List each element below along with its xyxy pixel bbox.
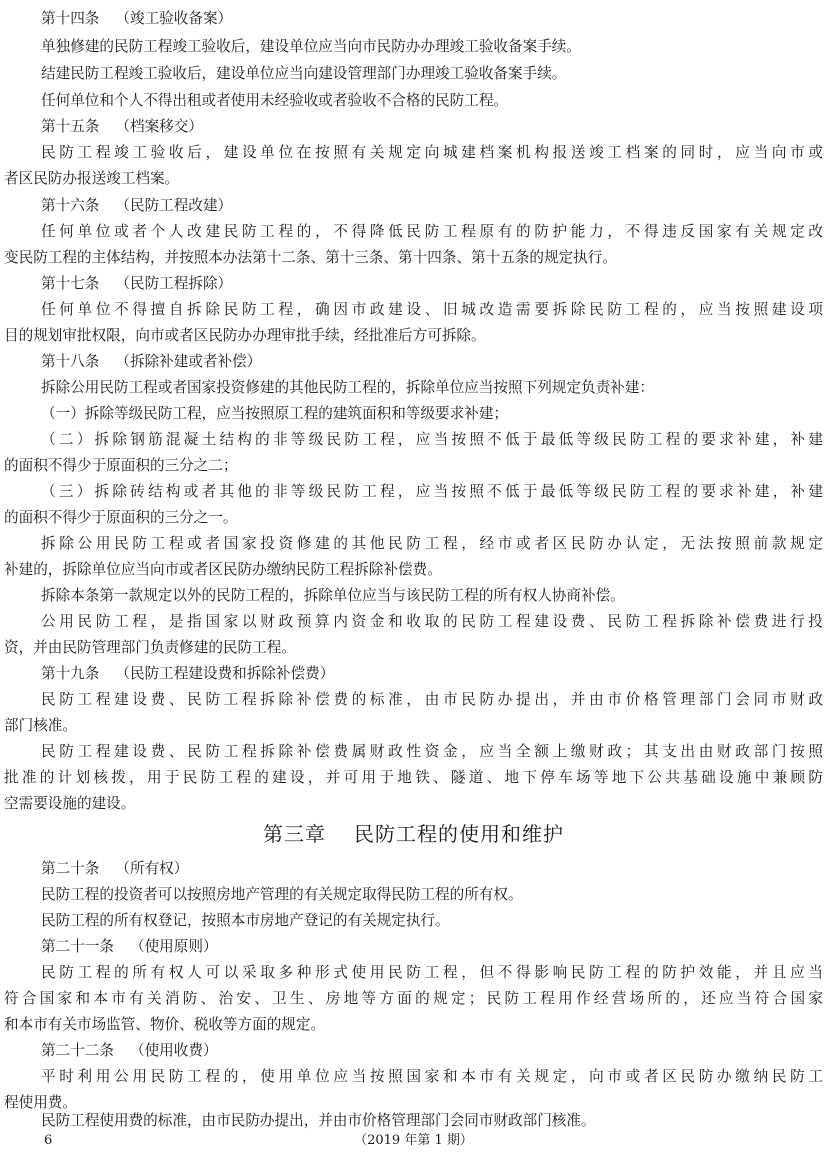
article-number: 第十八条 xyxy=(41,353,100,370)
article-heading xyxy=(0,196,827,216)
article-title: （拆除补建或者补偿） xyxy=(115,353,262,370)
paragraph-line: 拆除公用民防工程或者国家投资修建的其他民防工程的，拆除单位应当按照下列规定负责补建： xyxy=(41,379,654,396)
chapter-heading xyxy=(0,821,827,847)
paragraph-line: 平时利用公用民防工程的，使用单位应当按照国家和本市有关规定，向市或者区民防办缴纳民防工 xyxy=(41,1068,823,1085)
paragraph-line: 民防工程竣工验收后，建设单位在按照有关规定向城建档案机构报送竣工档案的同时，应当向市或 xyxy=(41,144,823,161)
article-title: （民防工程拆除） xyxy=(115,275,233,292)
article-heading xyxy=(0,117,827,137)
article-number: 第十四条 xyxy=(41,10,100,27)
article-title: （民防工程改建） xyxy=(115,197,233,214)
article-title: （使用原则） xyxy=(129,938,218,955)
paragraph-line: 任何单位不得擅自拆除民防工程，确因市政建设、旧城改造需要拆除民防工程的，应当按照建设项 xyxy=(41,301,823,318)
paragraph-line: 单独修建的民防工程竣工验收后，建设单位应当向市民防办办理竣工验收备案手续。 xyxy=(41,38,581,55)
paragraph-line: 公用民防工程，是指国家以财政预算内资金和收取的民防工程建设费、民防工程拆除补偿费进行投 xyxy=(41,613,823,630)
article-number: 第二十条 xyxy=(41,860,100,877)
paragraph-line: 符合国家和本市有关消防、治安、卫生、房地等方面的规定；民防工程用作经营场所的，还应当符合国家 xyxy=(4,990,823,1007)
article-heading xyxy=(0,274,827,294)
paragraph-line: 民防工程建设费、民防工程拆除补偿费属财政性资金，应当全额上缴财政；其支出由财政部门按照 xyxy=(41,743,823,760)
paragraph-line: 民防工程的所有权登记，按照本市房地产登记的有关规定执行。 xyxy=(41,912,450,929)
paragraph-line: 和本市有关市场监管、物价、税收等方面的规定。 xyxy=(4,1016,326,1033)
paragraph-line: 拆除公用民防工程或者国家投资修建的其他民防工程，经市或者区民防办认定，无法按照前款规定 xyxy=(41,535,823,552)
paragraph-line: （三）拆除砖结构或者其他的非等级民防工程，应当按照不低于最低等级民防工程的要求补建，补建 xyxy=(41,483,823,500)
paragraph-line: 民防工程使用费的标准，由市民防办提出，并由市价格管理部门会同市财政部门核准。 xyxy=(41,1112,596,1129)
paragraph-line: 批准的计划核拨，用于民防工程的建设，并可用于地铁、隧道、地下停车场等地下公共基础设施中兼顾防 xyxy=(4,769,823,786)
article-heading xyxy=(0,664,827,684)
page-number: 6 xyxy=(44,1133,53,1148)
paragraph-line: 补建的，拆除单位应当向市或者区民防办缴纳民防工程拆除补偿费。 xyxy=(4,561,442,578)
paragraph-line: 目的规划审批权限，向市或者区民防办办理审批手续，经批准后方可拆除。 xyxy=(4,327,486,344)
article-number: 第十九条 xyxy=(41,665,100,682)
article-number: 第十七条 xyxy=(41,275,100,292)
paragraph-line: 民防工程的投资者可以按照房地产管理的有关规定取得民防工程的所有权。 xyxy=(41,886,523,903)
paragraph-line: 的面积不得少于原面积的三分之二； xyxy=(4,457,238,474)
paragraph-line: 结建民防工程竣工验收后，建设单位应当向建设管理部门办理竣工验收备案手续。 xyxy=(41,65,567,82)
article-title: （档案移交） xyxy=(115,118,203,135)
article-number: 第十六条 xyxy=(41,197,100,214)
paragraph-line: 民防工程建设费、民防工程拆除补偿费的标准，由市民防办提出，并由市价格管理部门会同市财政 xyxy=(41,691,823,708)
article-heading xyxy=(0,937,827,957)
article-heading xyxy=(0,9,827,29)
paragraph-line: 任何单位和个人不得出租或者使用未经验收或者验收不合格的民防工程。 xyxy=(41,92,509,109)
chapter-title: 民防工程的使用和维护 xyxy=(354,822,564,846)
paragraph-line: 部门核准。 xyxy=(4,717,77,734)
article-number: 第二十二条 xyxy=(41,1042,114,1059)
paragraph-line: （一）拆除等级民防工程，应当按照原工程的建筑面积和等级要求补建； xyxy=(41,405,509,422)
paragraph-line: 程使用费。 xyxy=(4,1094,77,1111)
paragraph-line: 资，并由民防管理部门负责修建的民防工程。 xyxy=(4,639,296,656)
issue-label: （2019 年第 1 期） xyxy=(354,1133,473,1148)
article-title: （使用收费） xyxy=(129,1042,218,1059)
article-title: （所有权） xyxy=(115,860,189,877)
article-heading xyxy=(0,1041,827,1061)
paragraph-line: 空需要设施的建设。 xyxy=(4,795,136,812)
paragraph-line: 者区民防办报送竣工档案。 xyxy=(4,170,180,187)
paragraph-line: 的面积不得少于原面积的三分之一。 xyxy=(4,509,238,526)
article-title: （竣工验收备案） xyxy=(115,10,233,27)
paragraph-line: （二）拆除钢筋混凝土结构的非等级民防工程，应当按照不低于最低等级民防工程的要求补建，补建 xyxy=(41,431,823,448)
article-title: （民防工程建设费和拆除补偿费） xyxy=(115,665,335,682)
chapter-number: 第三章 xyxy=(263,822,326,846)
paragraph-line: 变民防工程的主体结构，并按照本办法第十二条、第十三条、第十四条、第十五条的规定执行。 xyxy=(4,249,617,266)
article-number: 第二十一条 xyxy=(41,938,114,955)
article-heading xyxy=(0,352,827,372)
paragraph-line: 拆除本条第一款规定以外的民防工程的，拆除单位应当与该民防工程的所有权人协商补偿。 xyxy=(41,587,625,604)
article-number: 第十五条 xyxy=(41,118,100,135)
paragraph-line: 任何单位或者个人改建民防工程的，不得降低民防工程原有的防护能力，不得违反国家有关规定改 xyxy=(41,223,823,240)
article-heading xyxy=(0,859,827,879)
paragraph-line: 民防工程的所有权人可以采取多种形式使用民防工程，但不得影响民防工程的防护效能，并且应当 xyxy=(41,964,823,981)
